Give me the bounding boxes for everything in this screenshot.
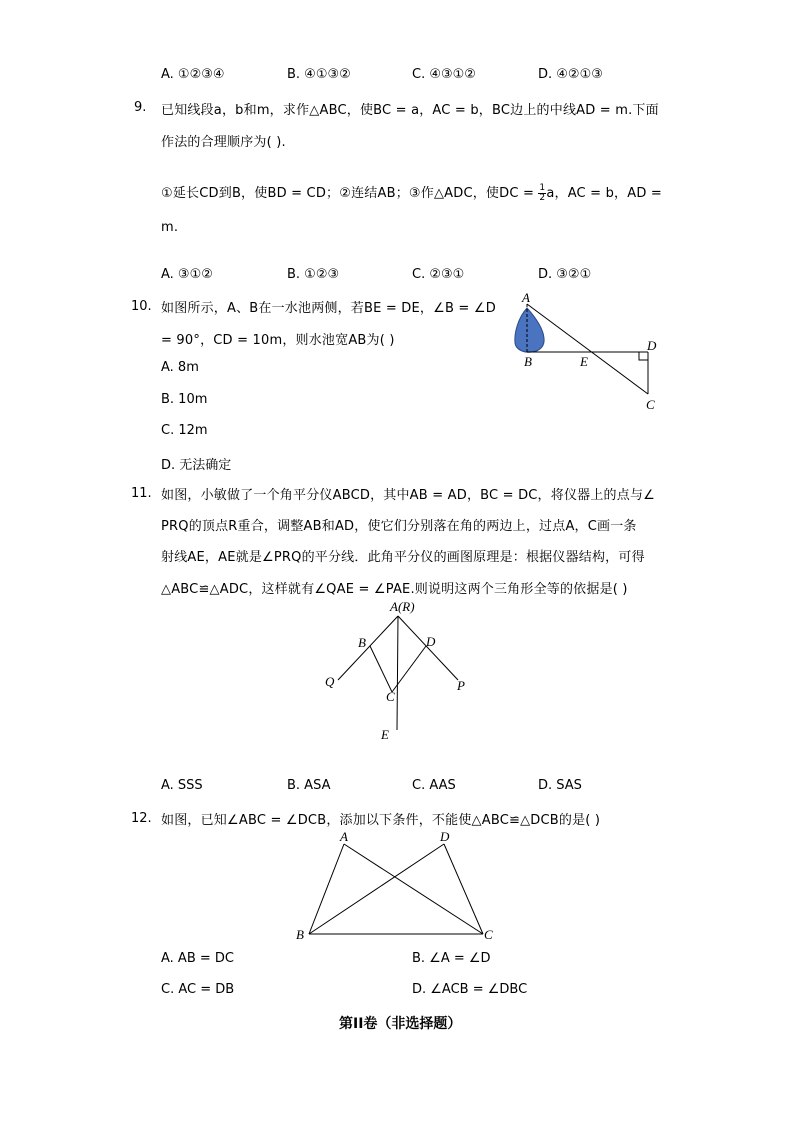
label-d: D bbox=[647, 338, 657, 353]
label-b: B bbox=[524, 354, 532, 369]
q8-option-b[interactable]: B. ④①③② bbox=[287, 67, 351, 82]
pond-shape bbox=[515, 308, 544, 352]
label-b: B bbox=[296, 927, 304, 942]
segment-ac bbox=[527, 304, 648, 394]
q12-option-b[interactable]: B. ∠A = ∠D bbox=[412, 951, 491, 966]
q10-stem-line2: = 90°，CD = 10m，则水池宽AB为( ) bbox=[161, 333, 395, 348]
q10-number: 10. bbox=[131, 299, 152, 314]
label-c: C bbox=[646, 397, 655, 412]
segment-dc bbox=[444, 844, 483, 934]
q9-frac-den: 2 bbox=[539, 193, 546, 203]
segment-db bbox=[309, 844, 444, 934]
q12-option-a[interactable]: A. AB = DC bbox=[161, 951, 234, 966]
q11-number: 11. bbox=[131, 486, 152, 501]
label-e: E bbox=[381, 727, 389, 742]
q12-option-c[interactable]: C. AC = DB bbox=[161, 982, 235, 997]
ray-rq bbox=[338, 616, 398, 680]
q8-option-d[interactable]: D. ④②①③ bbox=[538, 67, 603, 82]
q8-option-c[interactable]: C. ④③①② bbox=[412, 67, 476, 82]
q9-number: 9. bbox=[134, 100, 147, 115]
q12-number: 12. bbox=[131, 811, 152, 826]
label-a: A bbox=[522, 290, 530, 305]
q9-stem-line2: 作法的合理顺序为( ). bbox=[161, 135, 286, 150]
q12-stem: 如图，已知∠ABC = ∠DCB，添加以下条件，不能使△ABC≌△DCB的是( ) bbox=[161, 813, 601, 828]
label-a: A bbox=[340, 829, 348, 844]
q9-steps-part-b: a，AC = b，AD = bbox=[546, 186, 662, 201]
q9-stem-line1: 已知线段a，b和m，求作△ABC，使BC = a，AC = b，BC边上的中线AD = m.下面 bbox=[161, 103, 659, 118]
q11-stem-line1: 如图，小敏做了一个角平分仪ABCD，其中AB = AD，BC = DC，将仪器上的点与∠ bbox=[161, 488, 656, 503]
q9-frac-num: 1 bbox=[539, 183, 546, 193]
q9-option-a[interactable]: A. ③①② bbox=[161, 267, 213, 282]
label-ar: A(R) bbox=[390, 599, 415, 614]
q10-option-d[interactable]: D. 无法确定 bbox=[161, 458, 232, 473]
segment-ac bbox=[344, 844, 483, 934]
q12-triangles-figure bbox=[290, 828, 500, 944]
segment-ab bbox=[309, 844, 344, 934]
q11-stem-line3: 射线AE，AE就是∠PRQ的平分线．此角平分仪的画图原理是：根据仪器结构，可得 bbox=[161, 550, 645, 565]
label-d: D bbox=[440, 829, 450, 844]
section-title: 第II卷（非选择题） bbox=[339, 1016, 462, 1032]
q10-pond-figure bbox=[500, 288, 670, 413]
q9-steps-part-a: ①延长CD到B，使BD = CD；②连结AB；③作△ADC，使DC = bbox=[161, 186, 539, 201]
segment-bc bbox=[370, 646, 392, 692]
q10-option-b[interactable]: B. 10m bbox=[161, 392, 208, 407]
q11-option-b[interactable]: B. ASA bbox=[287, 778, 331, 793]
label-b: B bbox=[358, 635, 366, 650]
label-p: P bbox=[457, 678, 465, 693]
q9-option-c[interactable]: C. ②③① bbox=[412, 267, 465, 282]
q11-stem-line4: △ABC≌△ADC，这样就有∠QAE = ∠PAE.则说明这两个三角形全等的依据是( ) bbox=[161, 582, 628, 597]
label-e: E bbox=[580, 354, 588, 369]
q9-steps-line2: m. bbox=[161, 220, 179, 235]
q11-option-c[interactable]: C. AAS bbox=[412, 778, 456, 793]
q10-option-a[interactable]: A. 8m bbox=[161, 360, 199, 375]
label-c: C bbox=[386, 689, 395, 704]
q11-angle-bisector-figure bbox=[320, 598, 480, 746]
q9-steps-line1 bbox=[161, 182, 662, 203]
q11-option-d[interactable]: D. SAS bbox=[538, 778, 582, 793]
q9-option-b[interactable]: B. ①②③ bbox=[287, 267, 340, 282]
q8-option-a[interactable]: A. ①②③④ bbox=[161, 67, 225, 82]
q11-option-a[interactable]: A. SSS bbox=[161, 778, 203, 793]
label-d: D bbox=[426, 634, 436, 649]
label-q: Q bbox=[325, 674, 335, 689]
ray-ae bbox=[397, 616, 398, 730]
q10-stem-line1: 如图所示，A、B在一水池两侧，若BE = DE，∠B = ∠D bbox=[161, 301, 496, 316]
q11-stem-line2: PRQ的顶点R重合，调整AB和AD，使它们分别落在角的两边上，过点A，C画一条 bbox=[161, 519, 637, 534]
label-c: C bbox=[484, 927, 493, 942]
q10-option-c[interactable]: C. 12m bbox=[161, 423, 208, 438]
q12-option-d[interactable]: D. ∠ACB = ∠DBC bbox=[412, 982, 528, 997]
right-angle-mark bbox=[639, 352, 648, 360]
q9-option-d[interactable]: D. ③②① bbox=[538, 267, 592, 282]
